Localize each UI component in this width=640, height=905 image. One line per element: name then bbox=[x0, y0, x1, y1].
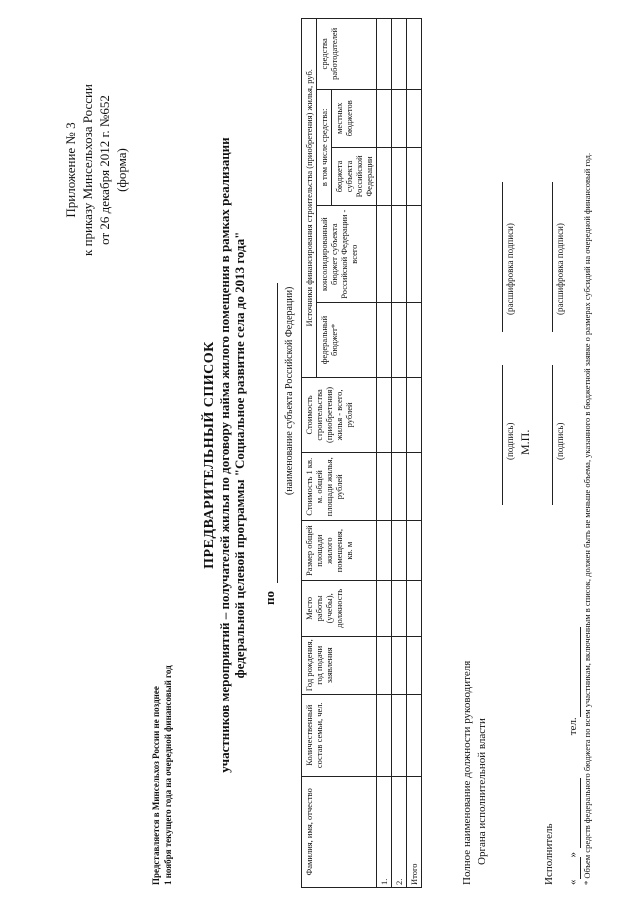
col-cost-sqm-header: Стоимость 1 кв. м. общей площади жилья, рублей bbox=[302, 453, 377, 521]
submission-note-line1: Представляется в Минсельхоз России не позднее bbox=[151, 686, 161, 885]
table-row bbox=[392, 19, 407, 888]
col-local-header: местных бюджетов bbox=[332, 89, 377, 147]
head-signature-line bbox=[490, 365, 503, 505]
col-employers-header: средства работодателей bbox=[317, 19, 377, 90]
submission-note-line2: 1 ноября текущего года на очередной финансовый год bbox=[163, 665, 173, 885]
row-number: 1. bbox=[377, 776, 392, 887]
executor-decoding-line bbox=[540, 182, 553, 332]
subject-line bbox=[262, 283, 278, 605]
date-close-quote: » bbox=[567, 852, 579, 858]
document-title bbox=[202, 95, 247, 815]
executor-decoding-caption: (расшифровка подписи) bbox=[555, 223, 565, 315]
title-line3: федеральной целевой программы "Социальное развитие села до 2013 года" bbox=[232, 231, 247, 679]
phone-label: тел. bbox=[567, 717, 579, 736]
head-title-line1: Полное наименование должности руководителя bbox=[461, 660, 473, 885]
head-decoding-line bbox=[490, 182, 503, 332]
col-consolidated-header: консолидированный бюджет субъекта Российской Федерации - всего bbox=[317, 206, 377, 303]
date-month-line bbox=[568, 778, 581, 848]
header-row-1 bbox=[302, 19, 317, 888]
stamp-place: М.П. bbox=[518, 429, 532, 455]
subject-fill-line bbox=[265, 283, 278, 583]
table-total-row bbox=[407, 19, 422, 888]
date-open-quote: « bbox=[567, 879, 579, 885]
appendix-header bbox=[62, 75, 130, 265]
col-name-header: Фамилия, имя, отчество bbox=[302, 776, 377, 887]
head-decoding-caption: (расшифровка подписи) bbox=[505, 223, 515, 315]
executor-signature-caption: (подпись) bbox=[555, 422, 565, 460]
phone-line bbox=[568, 627, 581, 717]
total-label: Итого bbox=[407, 776, 422, 887]
executor-label: Исполнитель bbox=[543, 823, 555, 885]
participants-table bbox=[301, 18, 422, 888]
submission-note bbox=[150, 545, 174, 885]
date-phone-line bbox=[566, 627, 581, 885]
title-line2: участников мероприятий – получателей жилья по договору найма жилого помещения в рамках реализации bbox=[217, 137, 232, 773]
executor-signature-line bbox=[540, 365, 553, 505]
appendix-order: к приказу Минсельхоза России bbox=[80, 84, 95, 256]
col-regional-header: бюджета субъекта Российской Федерации bbox=[332, 147, 377, 205]
subject-caption: (наименование субъекта Российской Федерации) bbox=[284, 286, 295, 495]
head-title-line2: Органа исполнительной власти bbox=[476, 718, 488, 865]
col-cost-total-header: Стоимость строительства (приобретения) жилья - всего, рублей bbox=[302, 377, 377, 453]
col-work-header: Место работы (учебы), должность bbox=[302, 581, 377, 637]
appendix-date: от 26 декабря 2012 г. №652 bbox=[97, 95, 112, 245]
date-day-line bbox=[568, 858, 581, 880]
subject-prefix: по bbox=[262, 591, 277, 605]
col-including-header: в том числе средства: bbox=[317, 89, 332, 205]
col-area-header: Размер общей площади жилого помещения, кв. м bbox=[302, 521, 377, 581]
head-signature-caption: (подпись) bbox=[505, 422, 515, 460]
footnote: * Объем средств федерального бюджета по всем участникам, включенным в список, должен быть не меньше объема, указанного в бюджетной заявке о размерах субсидий на очередной финансовый год. bbox=[582, 152, 592, 885]
appendix-number: Приложение № 3 bbox=[63, 122, 78, 218]
col-federal-header: федеральный бюджет* bbox=[317, 303, 377, 377]
col-family-header: Количественный состав семьи, чел. bbox=[302, 694, 377, 776]
appendix-form: (форма) bbox=[114, 148, 129, 192]
col-year-header: Год рождения, год подачи заявления bbox=[302, 636, 377, 694]
col-sources-header: Источники финансирования строительства (приобретения) жилья, руб. bbox=[302, 19, 317, 378]
row-number: 2. bbox=[392, 776, 407, 887]
title-line1: ПРЕДВАРИТЕЛЬНЫЙ СПИСОК bbox=[202, 341, 217, 569]
table-row bbox=[377, 19, 392, 888]
